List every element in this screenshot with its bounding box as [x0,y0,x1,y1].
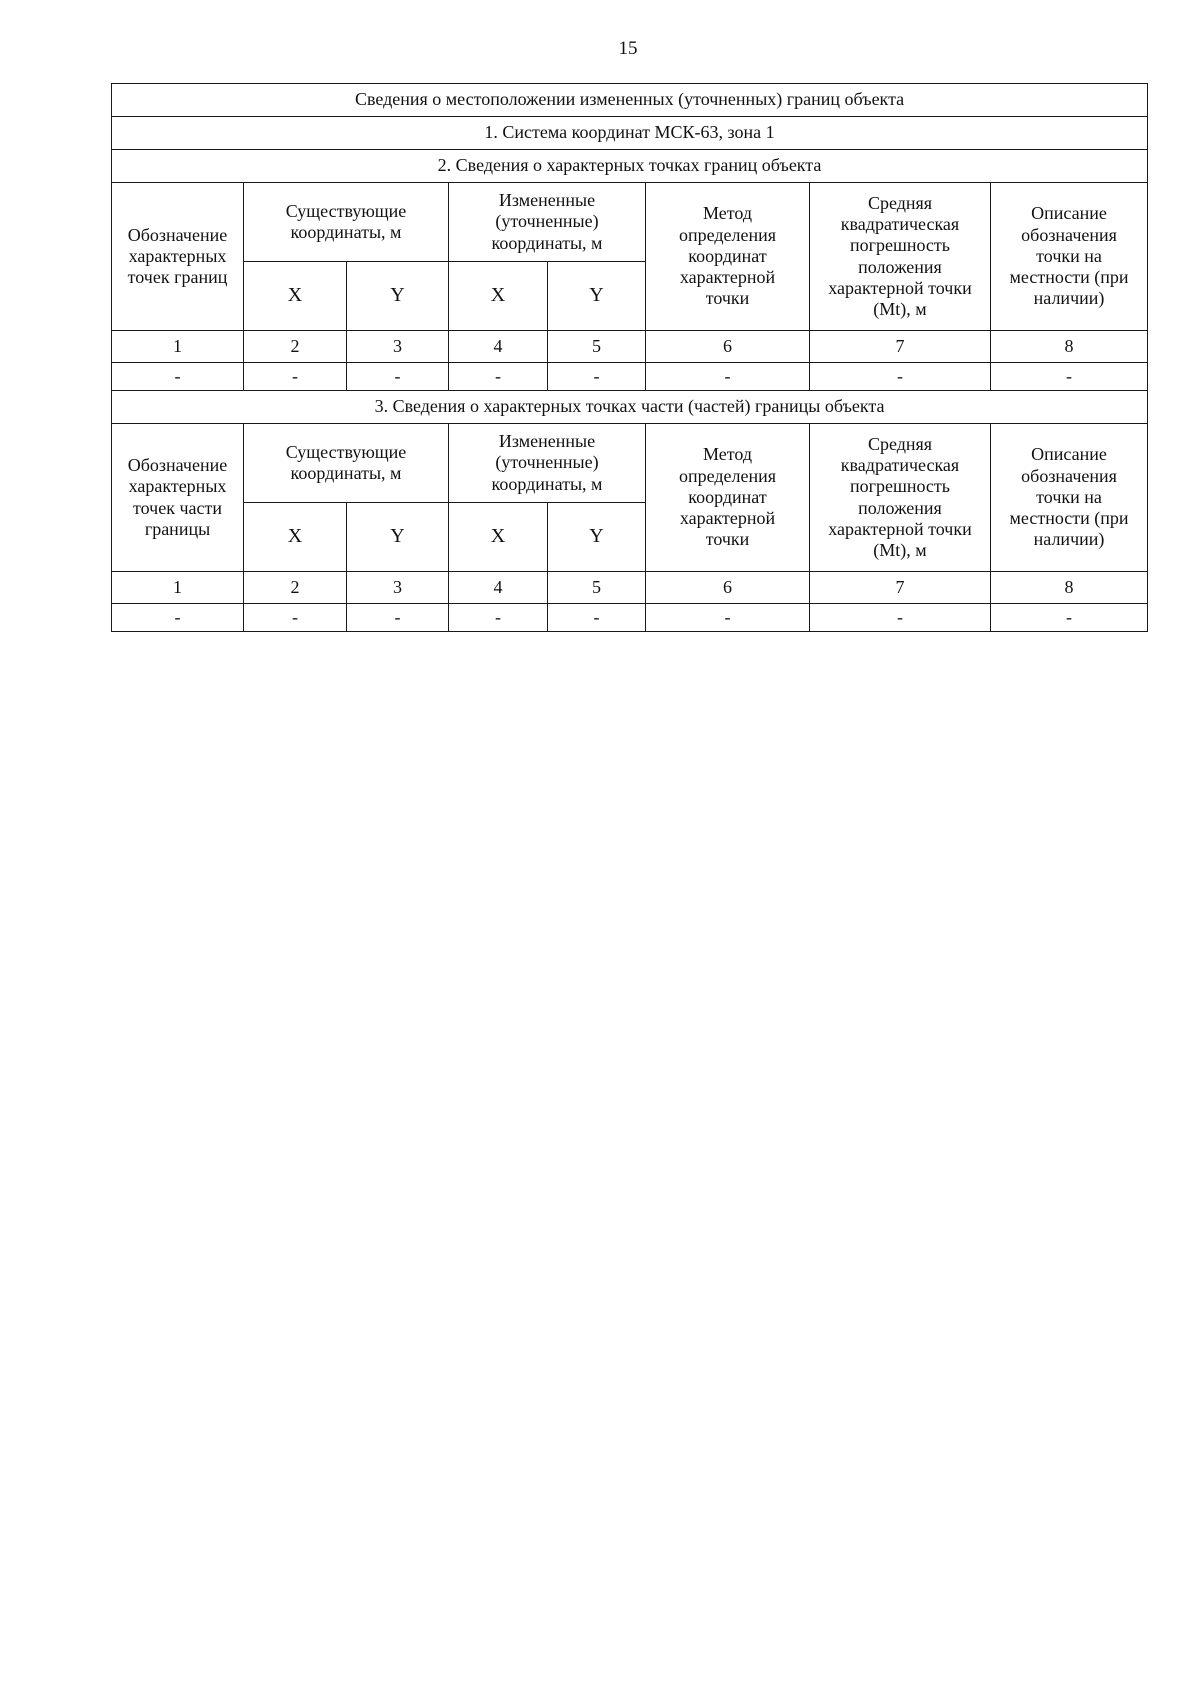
table-cell: - [646,604,810,632]
table-cell: - [810,604,991,632]
column-number: 3 [347,331,449,363]
document-title-row [112,84,1148,117]
column-number: 7 [810,572,991,604]
existing-coordinates-header: Существующие координаты, м [244,183,449,262]
section-title: 3. Сведения о характерных точках части (частей) границы объекта [112,391,1148,424]
method-header: Метод определения координат характерной точки [646,183,810,331]
page-number: 15 [618,38,638,59]
changed-x-header: X [449,503,548,572]
table-row [112,604,1148,632]
column-number: 6 [646,331,810,363]
section-title: 2. Сведения о характерных точках границ объекта [112,150,1148,183]
existing-x-header: X [244,262,347,331]
column-number: 2 [244,331,347,363]
column-number: 6 [646,572,810,604]
column-number-row [112,331,1148,363]
section-title-row [112,391,1148,424]
section-title-row [112,150,1148,183]
column-number: 4 [449,331,548,363]
table-cell: - [548,604,646,632]
table-cell: - [112,604,244,632]
mean-square-error-header: Средняя квадратическая погрешность положения характерной точки (Mt), м [810,424,991,572]
boundary-points-table [111,83,1148,632]
column-number: 8 [991,572,1148,604]
changed-y-header: Y [548,503,646,572]
mean-square-error-header: Средняя квадратическая погрешность положения характерной точки (Mt), м [810,183,991,331]
point-designation-header: Обозначение характерных точек части границы [112,424,244,572]
existing-x-header: X [244,503,347,572]
header-row [112,183,1148,262]
point-description-header: Описание обозначения точки на местности (при наличии) [991,183,1148,331]
table-cell: - [347,604,449,632]
coordinate-system: 1. Система координат МСК-63, зона 1 [112,117,1148,150]
column-number: 2 [244,572,347,604]
column-number: 7 [810,331,991,363]
table-cell: - [810,363,991,391]
method-header: Метод определения координат характерной точки [646,424,810,572]
column-number-row [112,572,1148,604]
column-number: 1 [112,572,244,604]
column-number: 3 [347,572,449,604]
table-cell: - [244,604,347,632]
existing-y-header: Y [347,503,449,572]
table-cell: - [449,604,548,632]
table-cell: - [548,363,646,391]
column-number: 5 [548,331,646,363]
point-description-header: Описание обозначения точки на местности (при наличии) [991,424,1148,572]
table-row [112,363,1148,391]
document-title: Сведения о местоположении измененных (уточненных) границ объекта [112,84,1148,117]
table-cell: - [991,363,1148,391]
header-row [112,424,1148,503]
table-cell: - [244,363,347,391]
existing-y-header: Y [347,262,449,331]
point-designation-header: Обозначение характерных точек границ [112,183,244,331]
existing-coordinates-header: Существующие координаты, м [244,424,449,503]
table-cell: - [449,363,548,391]
changed-x-header: X [449,262,548,331]
table-cell: - [646,363,810,391]
changed-coordinates-header: Измененные (уточненные) координаты, м [449,424,646,503]
column-number: 1 [112,331,244,363]
changed-coordinates-header: Измененные (уточненные) координаты, м [449,183,646,262]
column-number: 8 [991,331,1148,363]
table-cell: - [991,604,1148,632]
changed-y-header: Y [548,262,646,331]
coordinate-system-row [112,117,1148,150]
table-cell: - [347,363,449,391]
table-cell: - [112,363,244,391]
column-number: 5 [548,572,646,604]
column-number: 4 [449,572,548,604]
